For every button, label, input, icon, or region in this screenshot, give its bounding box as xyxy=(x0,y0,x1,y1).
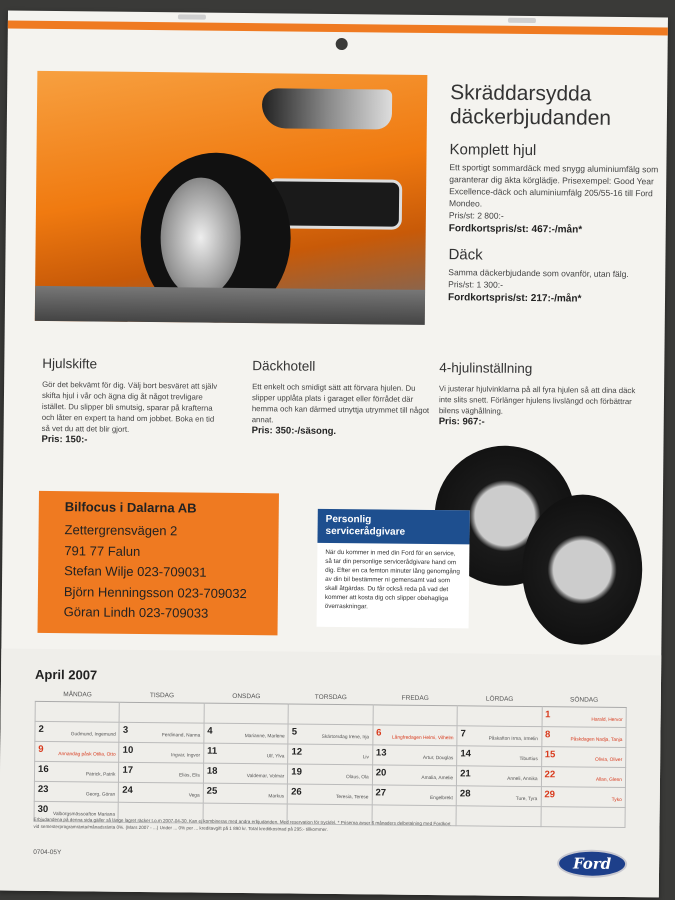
calendar-day xyxy=(457,726,542,747)
service-heading: Däckhotell xyxy=(252,358,316,374)
calendar-day xyxy=(288,704,373,725)
calendar-day xyxy=(119,742,204,763)
offer-title-line2: däckerbjudanden xyxy=(449,105,612,130)
calendar-day xyxy=(541,747,626,768)
day-names: Valdemar, Volmar xyxy=(246,774,285,780)
day-number: 8 xyxy=(544,729,551,741)
day-number: 5 xyxy=(291,726,298,738)
day-names: Påskafton Irma, Irmelin xyxy=(488,736,538,743)
calendar-day xyxy=(542,707,627,728)
dealer-contact: Stefan Wilje 023-709031 xyxy=(64,563,207,580)
calendar-day xyxy=(119,702,204,723)
dealer-name: Bilfocus i Dalarna AB xyxy=(64,499,197,516)
day-number: 11 xyxy=(207,745,218,757)
calendar-day xyxy=(203,743,288,764)
day-number: 9 xyxy=(38,743,44,755)
day-names: Artur, Douglas xyxy=(422,755,454,762)
day-names: Elias, Elis xyxy=(179,773,200,779)
calendar-day xyxy=(35,701,120,722)
calendar-day xyxy=(372,785,457,806)
day-names: Amalia, Amelie xyxy=(421,775,454,782)
dealer-contact: Göran Lindh 023-709033 xyxy=(63,604,209,621)
tire-heading: Däck xyxy=(448,246,483,264)
day-number: 26 xyxy=(291,786,302,798)
day-names: Olaus, Ola xyxy=(345,775,369,781)
day-names: Långfredagen Helmi, Vilhelm xyxy=(391,735,454,742)
day-number: 29 xyxy=(544,789,556,801)
day-names: Markus xyxy=(268,794,285,800)
calendar-day xyxy=(373,725,458,746)
day-number: 15 xyxy=(544,749,556,761)
offer-title-line1: Skräddarsydda xyxy=(450,81,592,106)
hanger-clip xyxy=(178,14,206,19)
day-number: 18 xyxy=(206,765,218,777)
day-number: 27 xyxy=(375,787,387,799)
hanger-clip xyxy=(508,18,536,23)
calendar-day xyxy=(541,767,626,788)
day-names: Ingvar, Ingvor xyxy=(170,753,201,759)
service-heading: 4-hjulinställning xyxy=(439,360,533,377)
calendar-day xyxy=(35,741,120,762)
day-names: Påskdagen Nadja, Tanja xyxy=(570,737,623,744)
complete-wheel-card-price: Fordkortspris/st: 467:-/mån* xyxy=(448,223,583,236)
advisor-heading xyxy=(317,509,469,545)
calendar-day xyxy=(456,786,541,807)
headlight xyxy=(262,88,392,129)
day-names: Georg, Göran xyxy=(85,792,116,798)
tire-offer xyxy=(448,81,660,305)
day-number: 22 xyxy=(544,769,556,781)
day-number: 19 xyxy=(291,766,302,778)
service-price: Pris: 967:- xyxy=(438,416,485,428)
day-number: 7 xyxy=(460,728,466,740)
day-number: 30 xyxy=(37,803,49,816)
calendar-day xyxy=(288,724,373,745)
print-code: 0704-05Y xyxy=(33,848,62,857)
day-names: Gudmund, Ingemund xyxy=(70,732,116,738)
day-number: 13 xyxy=(375,747,387,759)
weekday-header: LÖRDAG xyxy=(457,691,542,706)
calendar-day xyxy=(457,766,542,787)
calendar-day xyxy=(287,784,372,805)
service-price: Pris: 350:-/säsong. xyxy=(251,425,337,438)
day-number: 25 xyxy=(206,785,218,797)
day-number: 17 xyxy=(122,764,134,776)
calendar-sheet xyxy=(0,11,668,898)
service-alignment xyxy=(439,360,640,429)
day-names: Annandag påsk Otilia, Otto xyxy=(58,752,116,758)
calendar-day xyxy=(541,787,626,808)
ford-logo: Ford xyxy=(557,849,627,878)
dealer-contact: Björn Henningsson 023-709032 xyxy=(63,583,247,601)
day-names: Liv xyxy=(362,755,369,761)
tire-price: Pris/st: 1 300:- xyxy=(448,279,504,290)
advisor-heading-line2: servicerådgivare xyxy=(325,525,406,538)
day-number: 20 xyxy=(375,767,387,779)
service-text: Ett enkelt och smidigt sätt att förvara hjulen. Du slipper upplåta plats i garaget eller förrådet där hemma och kan därmed utnyttja utrymmet till något annat. xyxy=(251,382,430,425)
day-names: Anneli, Annika xyxy=(507,776,538,783)
tire-text: Samma däckerbjudande som ovanför, utan fälg. xyxy=(448,267,629,280)
advisor-heading-line1: Personlig xyxy=(325,513,372,526)
calendar-footnote: Erbjudandena på denna sida gäller så länge lagret räcker t.o.m 2007-04-30. Kan ej kombineras med andra erbjudanden. Med reservation för tryckfel. * Priserna avser 6 månaders delbetalning med Fordkort vid semesterprogramränta/månadsränta 0%. (Mars 2007 - ...) Under ... 0% per ... kreditavgift på 1 890 kr. Total kreditkostnad på 295:- tillkommer. xyxy=(33,816,451,832)
complete-wheel-price: Pris/st: 2 800:- xyxy=(448,210,504,221)
service-text: Gör det bekvämt för dig. Välj bort besväret att själv skifta hjul i vår och ägna dig åt något trevligare istället. Du slipper bli smutsig, sparar på krafterna och låter en expert ta hand om jobbet. Boka en tid så vet du att det blir gjort. xyxy=(41,379,218,434)
calendar-day xyxy=(288,764,373,785)
day-number: 12 xyxy=(291,746,303,758)
calendar-day xyxy=(456,806,541,827)
day-number: 24 xyxy=(122,784,133,796)
tire-card-price: Fordkortspris/st: 217:-/mån* xyxy=(447,292,582,305)
calendar-day xyxy=(34,761,119,782)
day-names: Harald, Hervor xyxy=(591,717,623,724)
calendar-day xyxy=(457,746,542,767)
calendar-day xyxy=(203,763,288,784)
calendar-section xyxy=(0,649,661,898)
calendar-grid xyxy=(34,687,627,828)
complete-wheel-heading: Komplett hjul xyxy=(449,141,537,160)
day-number: 21 xyxy=(460,768,471,780)
calendar-day xyxy=(203,783,288,804)
weekday-header: TORSDAG xyxy=(289,690,374,705)
dealer-postal: 791 77 Falun xyxy=(64,542,141,559)
day-number: 4 xyxy=(207,725,213,737)
calendar-day xyxy=(541,727,626,748)
calendar-day xyxy=(119,782,204,803)
dealer-address: Zettergrensvägen 2 xyxy=(64,522,178,539)
day-names: Allan, Glenn xyxy=(595,777,623,784)
weekday-header: ONSDAG xyxy=(204,689,289,704)
offer-title xyxy=(450,81,660,131)
day-names: Tyko xyxy=(611,797,622,804)
calendar-day xyxy=(35,721,120,742)
service-price: Pris: 150:- xyxy=(41,433,88,446)
calendar-day xyxy=(288,744,373,765)
day-number: 1 xyxy=(545,709,551,721)
day-number: 2 xyxy=(38,723,44,735)
calendar-day xyxy=(119,762,204,783)
day-names: Marianne, Marlene xyxy=(244,734,285,740)
hanging-hole xyxy=(336,38,348,50)
day-names: Ulf, Ylva xyxy=(266,754,285,760)
weekday-header: MÅNDAG xyxy=(35,687,120,702)
calendar-day xyxy=(204,703,289,724)
service-heading: Hjulskifte xyxy=(42,355,98,372)
day-names: Olivia, Oliver xyxy=(594,757,623,764)
weekday-header: SÖNDAG xyxy=(542,692,627,707)
tire-image xyxy=(521,494,643,645)
calendar-day xyxy=(204,723,289,744)
orange-top-stripe xyxy=(8,21,668,36)
day-names: Ture, Tyra xyxy=(515,796,538,803)
road xyxy=(35,286,425,325)
service-text: Vi justerar hjulvinklarna på all fyra hjulen så att dina däck inte slits snett. Förlänger hjulens livslängd och förbättrar bilens väghållning. xyxy=(438,384,636,416)
dealer-box xyxy=(38,491,279,636)
calendar-day xyxy=(372,765,457,786)
day-number: 23 xyxy=(37,783,49,796)
day-names: Skärtorsdag Irene, Irja xyxy=(321,734,370,741)
calendar-day xyxy=(119,722,204,743)
day-names: Engelbrekt xyxy=(429,796,453,802)
complete-wheel-text: Ett sportigt sommardäck med snygg aluminiumfälg som garanterar dig äkta körglädje. Prisexempel: Good Year Excellence-däck och aluminiumfälg 205/55-16 till Ford Mondeo. xyxy=(448,162,659,209)
calendar-title: April 2007 xyxy=(34,666,98,683)
day-number: 14 xyxy=(460,748,472,760)
day-names: Vega xyxy=(188,793,200,799)
service-wheel-change xyxy=(41,356,222,447)
calendar-day xyxy=(372,745,457,766)
weekday-header: TISDAG xyxy=(120,688,205,703)
advisor-text: När du kommer in med din Ford för en service, så tar din personlige servicerådgivare hand om dig. Efter en ca femton minuter lång genomgång av din bil bestämmer ni gemensamt vad som skall åtgärdas. Du får också reda på vad det kommer att kosta dig och slipper obehagliga överraskningar. xyxy=(324,548,460,611)
calendar-day xyxy=(457,706,542,727)
day-number: 16 xyxy=(38,763,49,776)
calendar-day xyxy=(34,781,119,802)
weekday-header: FREDAG xyxy=(373,690,458,705)
calendar-day xyxy=(541,807,626,828)
day-number: 3 xyxy=(122,724,129,736)
service-tire-hotel xyxy=(252,358,433,438)
day-names: Tiburtius xyxy=(519,756,538,763)
car-photo xyxy=(35,71,428,325)
day-names: Ferdinand, Nanna xyxy=(161,733,201,739)
day-names: Teresia, Terese xyxy=(336,795,369,801)
day-number: 28 xyxy=(459,788,471,800)
day-number: 6 xyxy=(376,727,382,739)
calendar-day xyxy=(373,705,458,726)
day-number: 10 xyxy=(122,744,134,756)
day-names: Patrick, Patrik xyxy=(85,772,116,778)
advisor-box xyxy=(317,509,470,629)
day-names: Valborgsmässoafton Mariana xyxy=(52,812,116,818)
